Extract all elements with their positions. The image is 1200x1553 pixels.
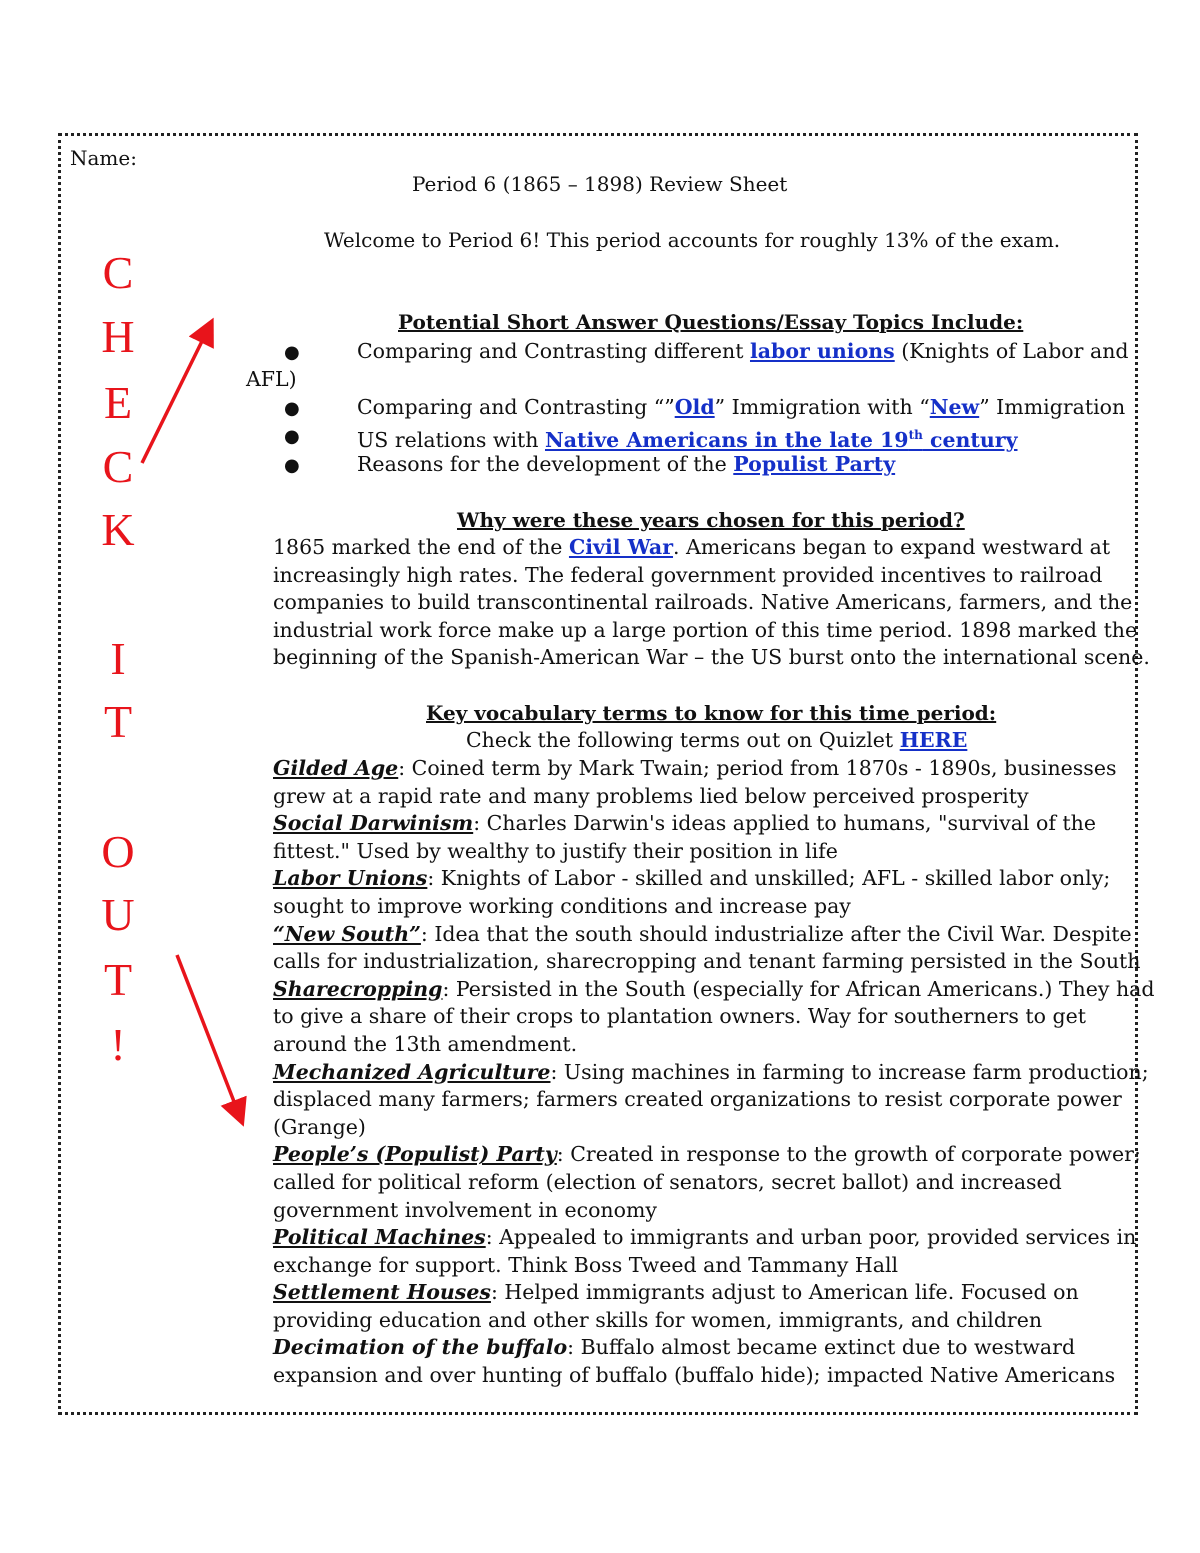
vocab-line (273, 810, 1123, 838)
populist-party-link[interactable]: Populist Party (733, 452, 896, 476)
vocab-line: expansion and over hunting of buffalo (buffalo hide); impacted Native Americans (273, 1363, 1116, 1388)
side-letter: C (102, 441, 134, 492)
bullet-icon: ● (284, 426, 300, 447)
vocab-line: fittest." Used by wealthy to justify their position in life (273, 838, 838, 863)
side-letter: K (101, 504, 135, 555)
topic-text: ” Immigration (979, 395, 1126, 419)
side-letter: C (102, 247, 134, 298)
why-line: companies to build transcontinental railroads. Native Americans, farmers, and the (273, 590, 1133, 615)
vocab-term: Settlement Houses (273, 1280, 491, 1305)
link-sup: th (908, 428, 923, 442)
quizlet-text: Check the following terms out on Quizlet (466, 728, 900, 752)
vocab-line (273, 1059, 1149, 1087)
vocab-definition: : Charles Darwin's ideas applied to humans, "survival of the (473, 811, 1097, 836)
why-line (273, 534, 1123, 562)
topic-item-wrap: AFL) (246, 367, 297, 391)
quizlet-here-link[interactable]: HERE (899, 728, 968, 752)
vocab-line (273, 1279, 1123, 1307)
arrow-down-icon (177, 955, 240, 1117)
labor-unions-link[interactable]: labor unions (749, 339, 895, 363)
why-paragraph (273, 534, 1150, 672)
side-letter: ! (110, 1019, 126, 1070)
vocab-line (273, 921, 1132, 949)
vocab-term: “New South” (273, 921, 421, 946)
vocab-line: displaced many farmers; farmers created organizations to resist corporate power (273, 1087, 1122, 1112)
vocab-list (273, 755, 1155, 1390)
topic-text: Comparing and Contrasting different (357, 339, 750, 363)
vocab-line: to give a share of their crops to plantation owners. Way for southerners to get (273, 1004, 1086, 1029)
bullet-icon: ● (284, 398, 300, 419)
vocab-term: Social Darwinism (273, 811, 474, 836)
topic-text: US relations with (357, 427, 545, 452)
vocab-line: sought to improve working conditions and increase pay (273, 893, 851, 918)
vocab-line: calls for industrialization, sharecropping and tenant farming persisted in the South (273, 949, 1141, 974)
vocab-line: grew at a rapid rate and many problems lied below perceived prosperity (273, 783, 1029, 808)
topic-text: (Knights of Labor and (894, 339, 1129, 363)
vocab-term: Political Machines (273, 1225, 486, 1250)
vocab-line: called for political reform (election of senators, secret ballot) and increased (273, 1169, 1062, 1194)
why-line: industrial work force make up a large portion of this time period. 1898 marked the (273, 617, 1138, 642)
vocab-definition: : Coined term by Mark Twain; period from 1870s - 1890s, businesses (398, 756, 1117, 780)
why-text: . Americans began to expand westward at (673, 535, 1111, 559)
vocab-term: Labor Unions (273, 866, 428, 891)
vocab-line (273, 1141, 1141, 1169)
welcome-text: Welcome to Period 6! This period accounts for roughly 13% of the exam. (324, 228, 1061, 252)
why-line: increasingly high rates. The federal government provided incentives to railroad (273, 562, 1103, 587)
vocab-definition: : Knights of Labor - skilled and unskilled; AFL - skilled labor only; (427, 866, 1111, 891)
why-line: beginning of the Spanish-American War – the US burst onto the international scene. (273, 645, 1150, 670)
side-letter: T (103, 696, 133, 747)
vocab-definition: : Buffalo almost became extinct due to westward (567, 1335, 1076, 1360)
vocab-heading: Key vocabulary terms to know for this time period: (426, 701, 997, 725)
vocab-line: government involvement in economy (273, 1197, 657, 1222)
vocab-line: providing education and other skills for women, immigrants, and children (273, 1307, 1043, 1332)
side-letter: T (103, 954, 133, 1005)
topic-text: ” Immigration with “ (714, 395, 930, 419)
bullet-icon: ● (284, 455, 300, 476)
link-text: Native Americans in the late 19 (544, 427, 909, 452)
vocab-term: People’s (Populist) Party (273, 1142, 557, 1167)
topic-item (357, 451, 895, 479)
vocab-definition: : Idea that the south should industrialize after the Civil War. Despite (420, 921, 1132, 946)
vocab-line: around the 13th amendment. (273, 1031, 578, 1056)
vocab-definition: : Persisted in the South (especially for African Americans.) They had (442, 976, 1155, 1001)
vocab-line (273, 865, 1123, 893)
side-letter: U (101, 889, 135, 940)
why-text: 1865 marked the end of the (273, 535, 569, 559)
topic-item (357, 394, 1125, 422)
vocab-line (273, 1224, 1137, 1252)
new-immigration-link[interactable]: New (929, 395, 980, 419)
vocab-term: Sharecropping (273, 976, 443, 1001)
link-text: century (922, 427, 1018, 452)
topic-item (357, 422, 1018, 454)
vocab-definition: : Helped immigrants adjust to American life. Focused on (490, 1280, 1079, 1305)
side-letter: I (110, 633, 126, 684)
vocab-line (273, 1334, 1123, 1362)
name-label: Name: (70, 146, 137, 170)
vocab-line: (Grange) (273, 1114, 366, 1139)
why-heading: Why were these years chosen for this period? (457, 508, 965, 532)
page-title: Period 6 (1865 – 1898) Review Sheet (412, 172, 788, 196)
side-letter: O (101, 826, 135, 877)
vocab-term: Decimation of the buffalo (273, 1335, 568, 1360)
vocab-definition: : Using machines in farming to increase farm production; (550, 1059, 1149, 1084)
arrow-up-icon (142, 327, 209, 463)
topic-text: Reasons for the development of the (357, 452, 734, 476)
topics-heading: Potential Short Answer Questions/Essay Topics Include: (398, 310, 1024, 334)
side-letter: E (103, 377, 133, 428)
topic-item (357, 338, 1129, 366)
vocab-line (273, 976, 1155, 1004)
side-letter: H (101, 311, 135, 362)
topic-text: Comparing and Contrasting “” (357, 395, 675, 419)
vocab-definition: : Appealed to immigrants and urban poor, provided services in (485, 1225, 1137, 1250)
vocab-line: exchange for support. Think Boss Tweed and Tammany Hall (273, 1252, 899, 1277)
vocab-line (273, 755, 1123, 783)
native-americans-link[interactable] (545, 428, 1018, 452)
quizlet-line (466, 727, 967, 755)
old-immigration-link[interactable]: Old (674, 395, 715, 419)
bullet-icon: ● (284, 342, 300, 363)
vocab-term: Gilded Age (273, 756, 399, 780)
civil-war-link[interactable]: Civil War (568, 535, 674, 559)
vocab-term: Mechanized Agriculture (273, 1059, 551, 1084)
vocab-definition: : Created in response to the growth of corporate power; (556, 1142, 1141, 1167)
